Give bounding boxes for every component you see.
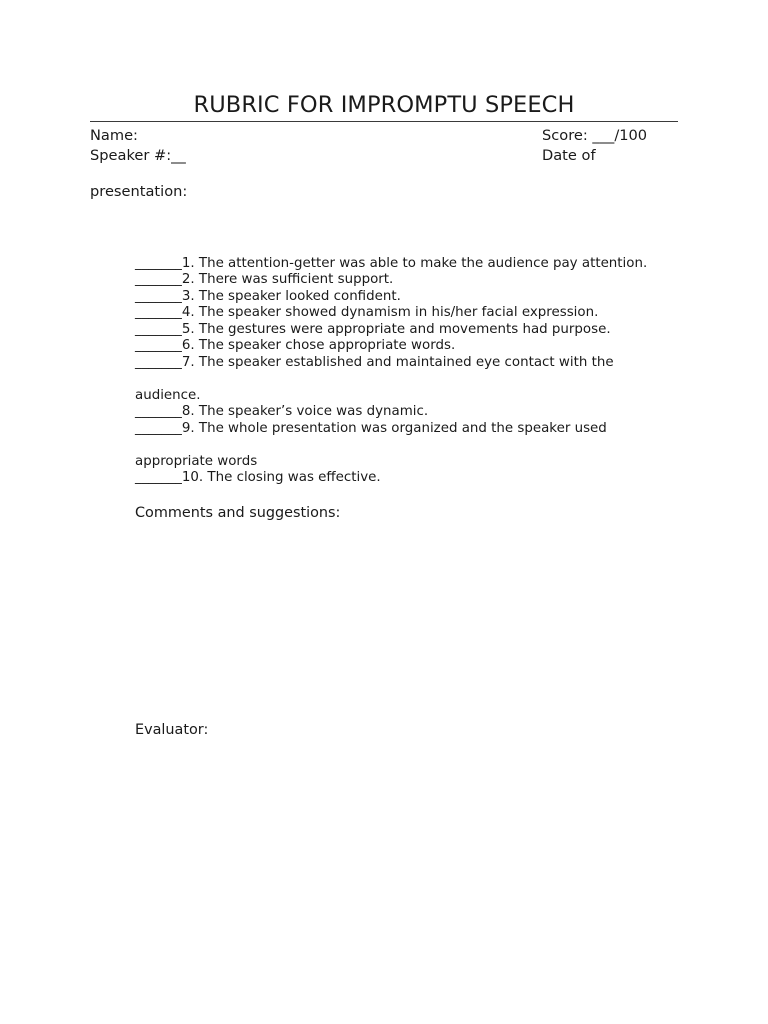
- rubric-item-7: _______7. The speaker established and maintained eye contact with the: [135, 355, 614, 370]
- rubric-item-6: _______6. The speaker chose appropriate words.: [135, 338, 456, 353]
- rubric-item-8: _______8. The speaker’s voice was dynamic.: [135, 404, 429, 419]
- rubric-item-9-continuation: appropriate words: [135, 454, 258, 469]
- evaluator-label: Evaluator:: [135, 722, 209, 738]
- page-title: RUBRIC FOR IMPROMPTU SPEECH: [193, 92, 575, 118]
- rubric-item-3: _______3. The speaker looked confident.: [135, 289, 401, 304]
- rubric-item-2: _______2. There was sufficient support.: [135, 272, 394, 287]
- rubric-item-4: _______4. The speaker showed dynamism in his/her facial expression.: [135, 305, 599, 320]
- score-label: Score: ___/100: [542, 127, 648, 144]
- title-divider: [90, 121, 678, 122]
- speaker-number-label: Speaker #:__: [90, 147, 186, 164]
- rubric-item-10: _______10. The closing was effective.: [135, 470, 381, 485]
- rubric-item-9: _______9. The whole presentation was organized and the speaker used: [135, 421, 607, 436]
- name-label: Name:: [90, 127, 138, 144]
- presentation-label: presentation:: [90, 183, 188, 200]
- comments-label: Comments and suggestions:: [135, 505, 341, 521]
- rubric-item-5: _______5. The gestures were appropriate and movements had purpose.: [135, 322, 611, 337]
- rubric-item-1: _______1. The attention-getter was able to make the audience pay attention.: [135, 256, 648, 271]
- date-label: Date of: [542, 147, 596, 164]
- rubric-item-7-continuation: audience.: [135, 388, 201, 403]
